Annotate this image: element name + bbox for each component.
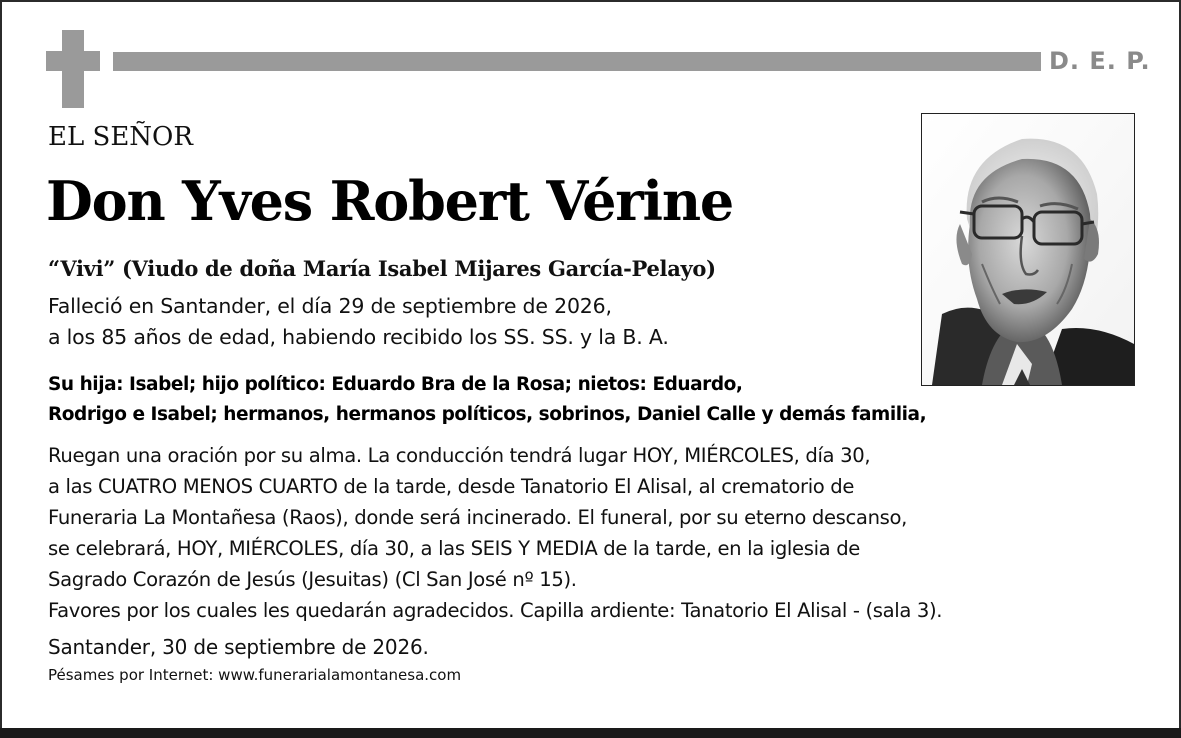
details-line: se celebrará, HOY, MIÉRCOLES, día 30, a las SEIS Y MEDIA de la tarde, en la iglesia de (48, 537, 861, 560)
frame-bottom-border (0, 728, 1181, 738)
details-line: a las CUATRO MENOS CUARTO de la tarde, desde Tanatorio El Alisal, al crematorio de (48, 475, 855, 498)
cross-horizontal-bar (46, 51, 100, 71)
frame-left-border (0, 0, 2, 738)
alias-widower-line: “Vivi” (Viudo de doña María Isabel Mijares García-Pelayo) (48, 256, 716, 281)
condolences-web-line: Pésames por Internet: www.funerarialamontanesa.com (48, 666, 462, 684)
portrait-image (922, 114, 1134, 385)
place-date-line: Santander, 30 de septiembre de 2026. (48, 635, 429, 659)
honorific: EL SEÑOR (48, 122, 193, 152)
cross-icon (46, 30, 100, 108)
frame-top-border (0, 0, 1181, 2)
details-line: Funeraria La Montañesa (Raos), donde será incinerado. El funeral, por su eterno descanso, (48, 506, 908, 529)
family-line: Rodrigo e Isabel; hermanos, hermanos políticos, sobrinos, Daniel Calle y demás familia, (48, 404, 927, 425)
intro-line: a los 85 años de edad, habiendo recibido los SS. SS. y la B. A. (48, 325, 669, 349)
header-rule (113, 52, 1041, 71)
death-announcement (48, 291, 669, 353)
family-line: Su hija: Isabel; hijo político: Eduardo Bra de la Rosa; nietos: Eduardo, (48, 374, 743, 395)
details-line: Sagrado Corazón de Jesús (Jesuitas) (Cl San José nº 15). (48, 568, 577, 591)
details-line: Favores por los cuales les quedarán agradecidos. Capilla ardiente: Tanatorio El Alisal - (sala 3). (48, 599, 943, 622)
deceased-name: Don Yves Robert Vérine (46, 169, 734, 233)
details-line: Ruegan una oración por su alma. La conducción tendrá lugar HOY, MIÉRCOLES, día 30, (48, 444, 871, 467)
intro-line: Falleció en Santander, el día 29 de septiembre de 2026, (48, 294, 612, 318)
dep-label: D. E. P. (1049, 47, 1151, 75)
portrait-photo (921, 113, 1135, 386)
family-list (48, 370, 926, 430)
funeral-details (48, 440, 942, 626)
